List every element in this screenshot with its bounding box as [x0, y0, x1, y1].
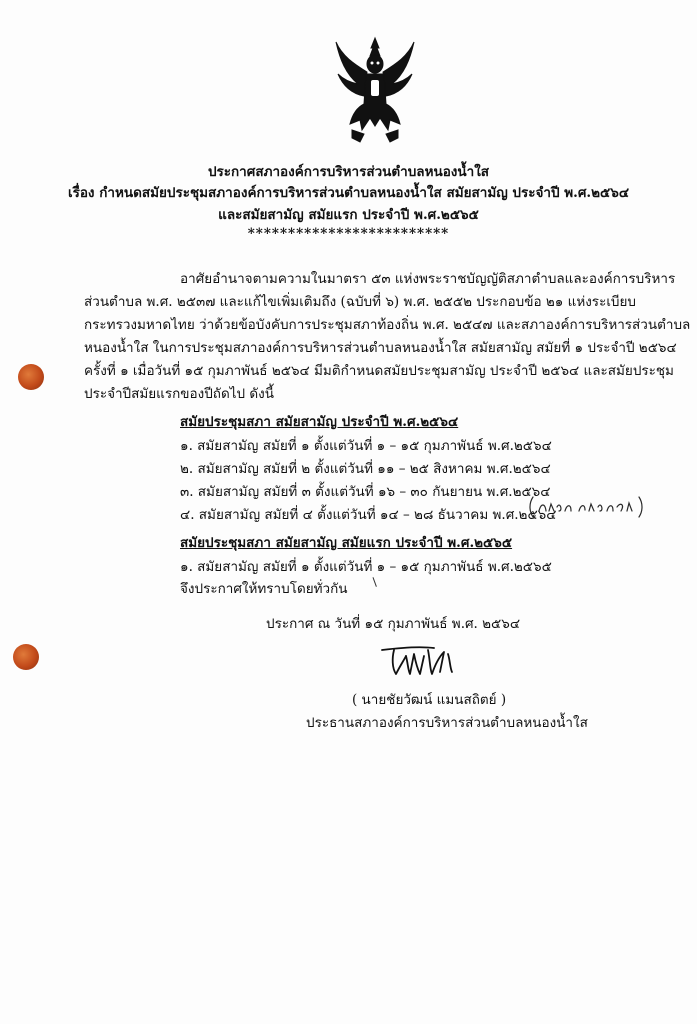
section1-item-1: ๑. สมัยสามัญ สมัยที่ ๑ ตั้งแต่วันที่ ๑ – ๑๕ กุมภาพันธ์ พ.ศ.๒๕๖๔ — [180, 438, 552, 454]
section1-item-4: ๔. สมัยสามัญ สมัยที่ ๔ ตั้งแต่วันที่ ๑๔ – ๒๘ ธันวาคม พ.ศ.๒๕๖๔ — [180, 507, 557, 523]
announce-date: ประกาศ ณ วันที่ ๑๕ กุมภาพันธ์ พ.ศ. ๒๕๖๔ — [266, 616, 521, 632]
punch-hole-top — [18, 364, 44, 390]
announcement-title: ประกาศสภาองค์การบริหารส่วนตำบลหนองน้ำใส — [207, 164, 490, 180]
section2-item-1: ๑. สมัยสามัญ สมัยที่ ๑ ตั้งแต่วันที่ ๑ – ๑๕ กุมภาพันธ์ พ.ศ.๒๕๖๕ — [180, 559, 552, 575]
signature-icon — [378, 642, 466, 678]
garuda-emblem-icon — [334, 34, 416, 146]
paragraph-line-3: กระทรวงมหาดไทย ว่าด้วยข้อบังคับการประชุมสภาท้องถิ่น พ.ศ. ๒๕๔๗ และสภาองค์การบริหารส่วนตำบล — [84, 317, 691, 333]
subject-line-2: และสมัยสามัญ สมัยแรก ประจำปี พ.ศ.๒๕๖๕ — [218, 207, 479, 223]
paragraph-line-4: หนองน้ำใส ในการประชุมสภาองค์การบริหารส่วนตำบลหนองน้ำใส สมัยสามัญ สมัยที่ ๑ ประจำปี ๒๕๖๔ — [84, 340, 677, 356]
punch-hole-bottom — [13, 644, 39, 670]
handwritten-note-icon — [527, 495, 645, 519]
section1-heading: สมัยประชุมสภา สมัยสามัญ ประจำปี พ.ศ.๒๕๖๔ — [180, 414, 459, 430]
paragraph-line-1: อาศัยอำนาจตามความในมาตรา ๕๓ แห่งพระราชบัญญัติสภาตำบลและองค์การบริหาร — [180, 271, 676, 287]
section1-item-3: ๓. สมัยสามัญ สมัยที่ ๓ ตั้งแต่วันที่ ๑๖ – ๓๐ กันยายน พ.ศ.๒๕๖๔ — [180, 484, 551, 500]
paragraph-line-6: ประจำปีสมัยแรกของปีถัดไป ดังนี้ — [84, 386, 274, 402]
section1-item-2: ๒. สมัยสามัญ สมัยที่ ๒ ตั้งแต่วันที่ ๑๑ – ๒๕ สิงหาคม พ.ศ.๒๕๖๔ — [180, 461, 551, 477]
separator-stars: ************************* — [247, 226, 450, 242]
signer-title: ประธานสภาองค์การบริหารส่วนตำบลหนองน้ำใส — [306, 715, 588, 731]
closing-statement: จึงประกาศให้ทราบโดยทั่วกัน — [180, 581, 348, 597]
paragraph-line-5: ครั้งที่ ๑ เมื่อวันที่ ๑๕ กุมภาพันธ์ ๒๕๖๔ มีมติกำหนดสมัยประชุมสามัญ ประจำปี ๒๕๖๔ และสมัยประชุม — [84, 363, 674, 379]
subject-line-1: เรื่อง กำหนดสมัยประชุมสภาองค์การบริหารส่วนตำบลหนองน้ำใส สมัยสามัญ ประจำปี พ.ศ.๒๕๖๔ — [67, 185, 630, 201]
paragraph-line-2: ส่วนตำบล พ.ศ. ๒๕๓๗ และแก้ไขเพิ่มเติมถึง (ฉบับที่ ๖) พ.ศ. ๒๕๕๒ ประกอบข้อ ๒๑ แห่งระเบียบ — [84, 294, 636, 310]
section2-heading: สมัยประชุมสภา สมัยสามัญ สมัยแรก ประจำปี พ.ศ.๒๕๖๕ — [180, 535, 513, 551]
signer-name: ( นายชัยวัฒน์ แมนสถิตย์ ) — [352, 692, 507, 708]
